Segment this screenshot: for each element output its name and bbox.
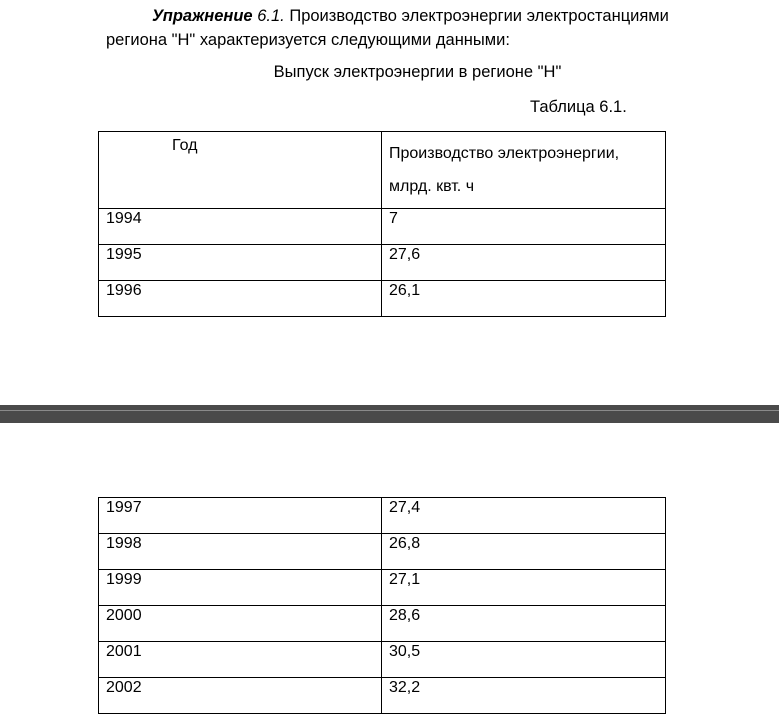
table-header-row [99, 132, 666, 209]
production-table-part-2 [98, 497, 666, 714]
cell-value: 30,5 [382, 642, 666, 678]
exercise-number: 6.1. [257, 7, 285, 25]
cell-year: 2002 [99, 678, 382, 714]
cell-year: 2001 [99, 642, 382, 678]
table-number: Таблица 6.1. [530, 98, 627, 116]
cell-year: 1999 [99, 570, 382, 606]
table-row [99, 498, 666, 534]
page-break-line [0, 410, 779, 411]
table-row [99, 678, 666, 714]
table-title: Выпуск электроэнергии в регионе "Н" [273, 63, 562, 81]
production-table-part-1 [98, 131, 666, 317]
cell-value: 27,6 [382, 245, 666, 281]
table-row [99, 534, 666, 570]
cell-year: 1995 [99, 245, 382, 281]
intro-text-1: Производство электроэнергии электростанциями [289, 7, 669, 25]
header-production-line-1: Производство электроэнергии, [389, 145, 620, 162]
cell-year: 1994 [99, 209, 382, 245]
cell-value: 27,1 [382, 570, 666, 606]
cell-value: 28,6 [382, 606, 666, 642]
table-row [99, 570, 666, 606]
cell-value: 26,1 [382, 281, 666, 317]
table-row [99, 642, 666, 678]
table-row [99, 606, 666, 642]
cell-year: 1996 [99, 281, 382, 317]
cell-year: 2000 [99, 606, 382, 642]
page-break [0, 405, 779, 423]
header-production-line-2: млрд. квт. ч [389, 178, 475, 195]
table-row [99, 281, 666, 317]
exercise-intro [106, 4, 726, 52]
cell-value: 32,2 [382, 678, 666, 714]
cell-year: 1997 [99, 498, 382, 534]
table-row [99, 245, 666, 281]
exercise-label: Упражнение [152, 7, 253, 25]
intro-text-2: региона "Н" характеризуется следующими данными: [106, 31, 510, 49]
cell-value: 27,4 [382, 498, 666, 534]
header-year: Год [99, 132, 382, 209]
cell-year: 1998 [99, 534, 382, 570]
cell-value: 26,8 [382, 534, 666, 570]
header-production [382, 132, 666, 209]
intro-line-1 [106, 4, 726, 28]
table-row [99, 209, 666, 245]
cell-value: 7 [382, 209, 666, 245]
